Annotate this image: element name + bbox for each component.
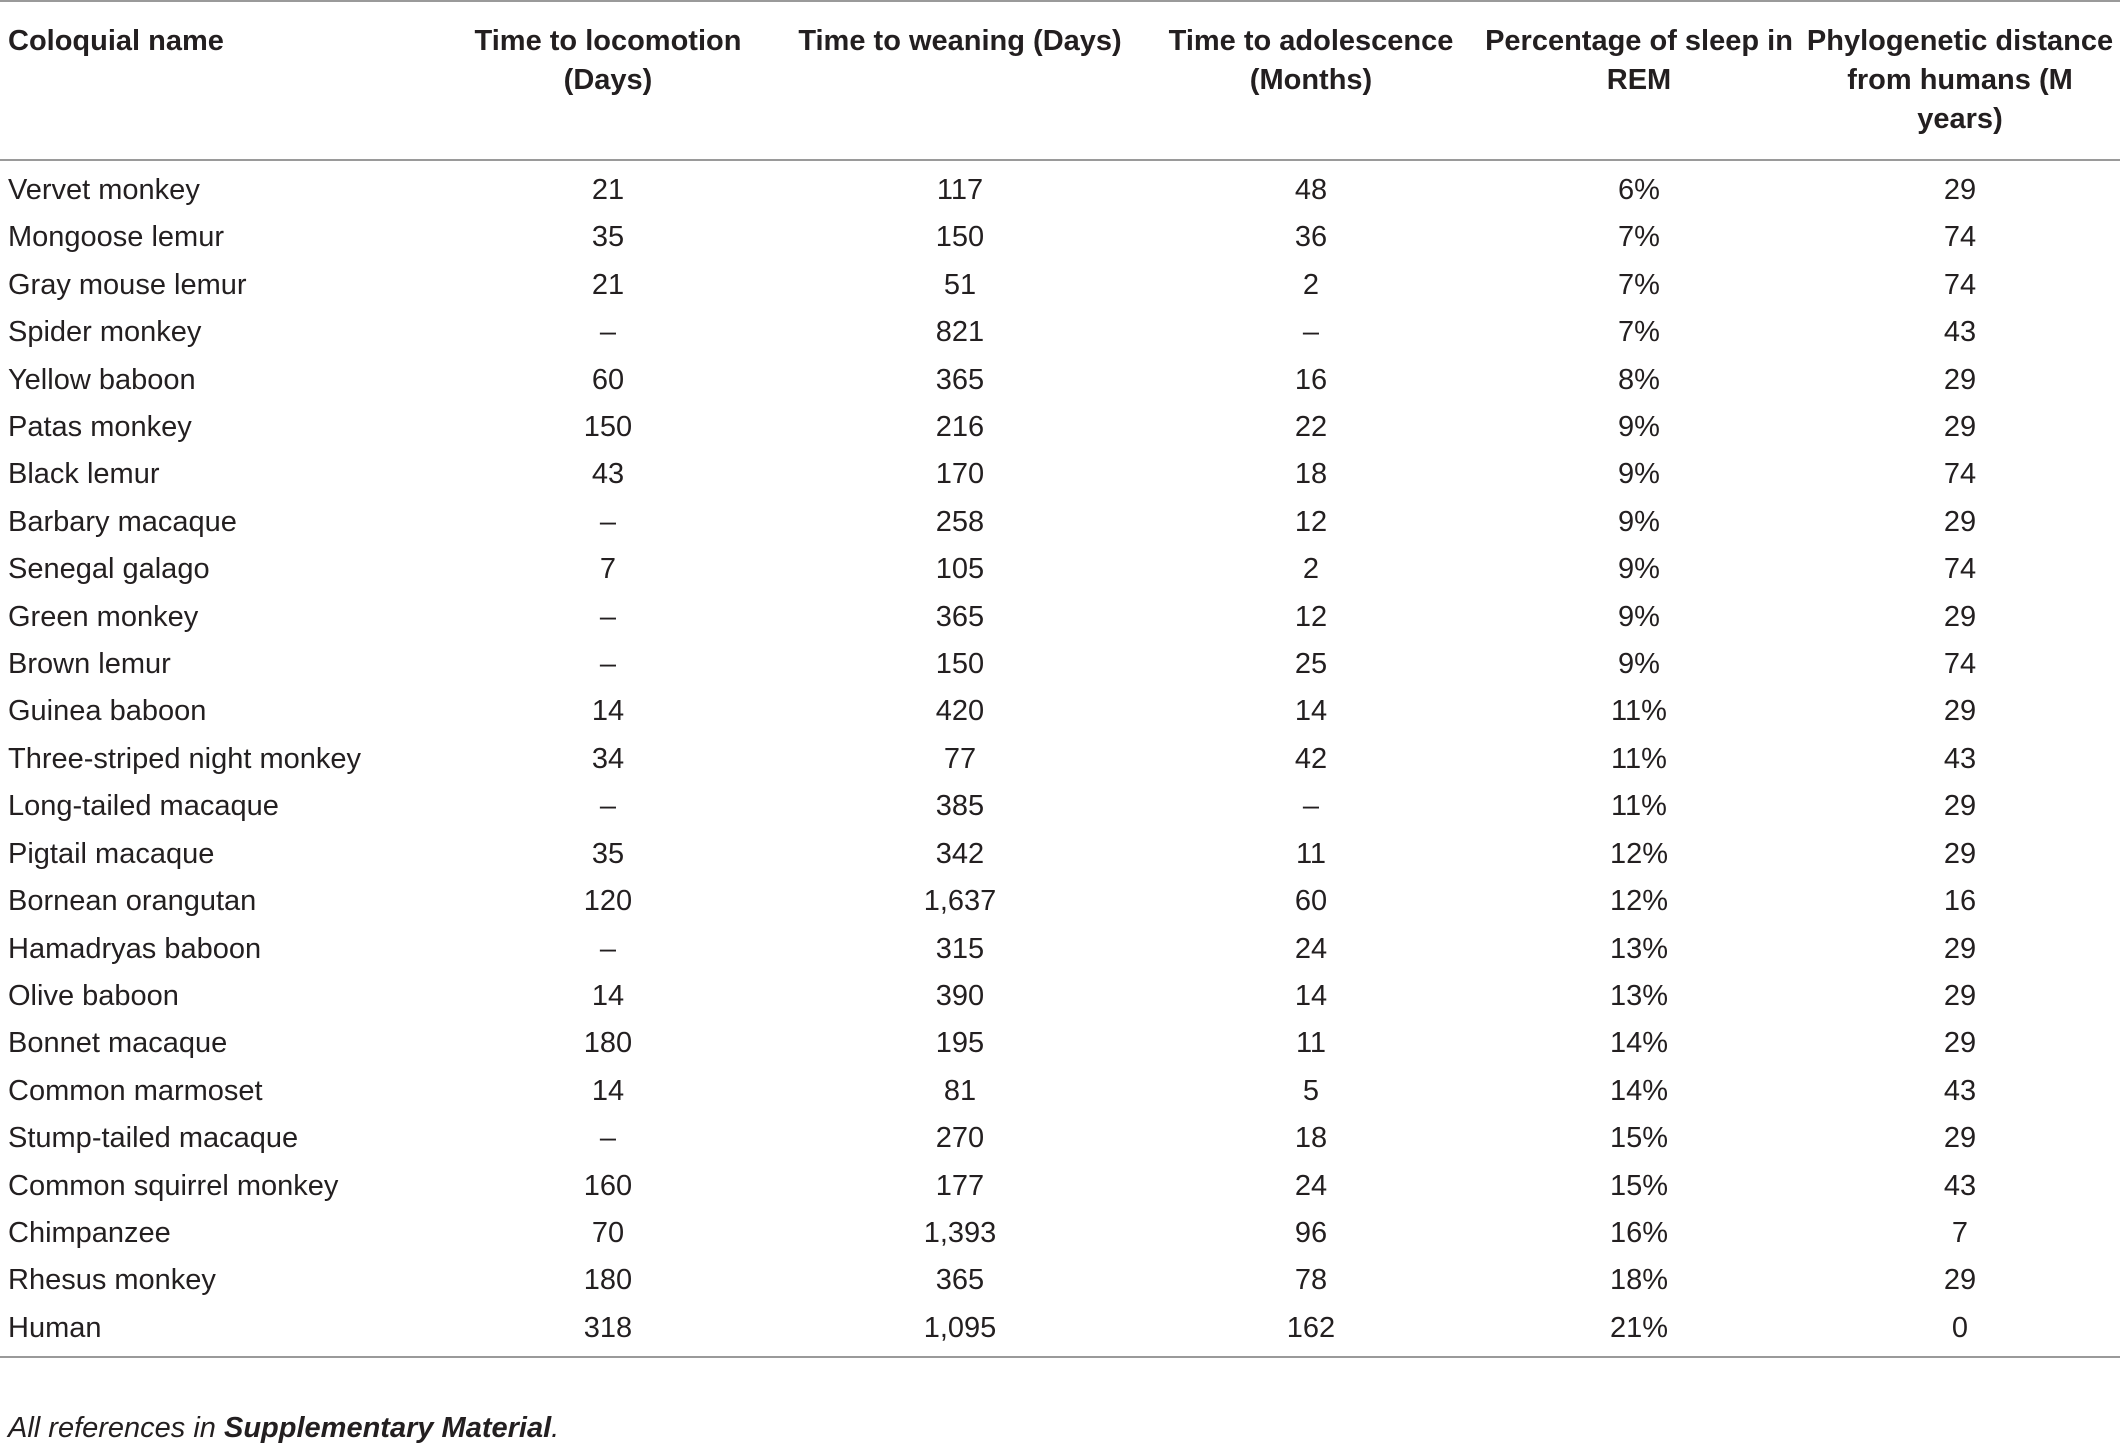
cell-colloquial-name: Mongoose lemur <box>8 221 224 254</box>
cell-time-to-weaning: 216 <box>935 411 985 444</box>
cell-phylogenetic-distance: 16 <box>1943 885 1977 918</box>
cell-time-to-weaning: 51 <box>943 268 977 301</box>
cell-time-to-weaning: 150 <box>935 221 985 254</box>
cell-time-to-weaning: 81 <box>943 1074 977 1107</box>
cell-phylogenetic-distance: 29 <box>1943 411 1977 444</box>
cell-colloquial-name: Pigtail macaque <box>8 837 215 870</box>
cell-time-to-locomotion: – <box>599 505 617 538</box>
footnote-suffix: . <box>551 1412 560 1444</box>
cell-time-to-locomotion: – <box>599 932 617 965</box>
table-row <box>0 688 2120 735</box>
cell-phylogenetic-distance: 29 <box>1943 505 1977 538</box>
table-row <box>0 973 2120 1020</box>
cell-time-to-weaning: 1,095 <box>776 1305 1144 1357</box>
table-row <box>0 831 2120 878</box>
cell-time-to-adolescence: 14 <box>1294 979 1328 1012</box>
cell-colloquial-name: Human <box>0 1305 440 1357</box>
cell-time-to-adolescence: 25 <box>1294 648 1328 681</box>
cell-colloquial-name: Long-tailed macaque <box>8 790 279 823</box>
table-row <box>0 357 2120 404</box>
cell-time-to-locomotion: 318 <box>440 1305 776 1357</box>
cell-time-to-weaning: 195 <box>935 1027 985 1060</box>
cell-phylogenetic-distance: 74 <box>1943 648 1977 681</box>
cell-phylogenetic-distance: 74 <box>1943 553 1977 586</box>
cell-time-to-weaning: 420 <box>935 695 985 728</box>
cell-time-to-locomotion: 160 <box>583 1169 633 1202</box>
cell-time-to-weaning: 258 <box>935 505 985 538</box>
cell-time-to-adolescence: – <box>1302 316 1320 349</box>
table-row <box>0 1210 2120 1257</box>
table-row <box>0 641 2120 688</box>
table-row <box>0 1068 2120 1115</box>
cell-phylogenetic-distance: 74 <box>1943 221 1977 254</box>
cell-phylogenetic-distance: 29 <box>1943 1027 1977 1060</box>
cell-percentage-rem: 21% <box>1478 1305 1800 1357</box>
cell-colloquial-name: Spider monkey <box>8 316 202 349</box>
cell-phylogenetic-distance: 43 <box>1943 1074 1977 1107</box>
cell-phylogenetic-distance: 29 <box>1943 790 1977 823</box>
cell-time-to-adolescence: 18 <box>1294 458 1328 491</box>
cell-percentage-rem: 11% <box>1611 790 1667 823</box>
cell-time-to-locomotion: 21 <box>591 268 625 301</box>
cell-time-to-adolescence: 12 <box>1294 505 1328 538</box>
table-row <box>0 404 2120 451</box>
table-row <box>0 594 2120 641</box>
cell-time-to-adolescence: 12 <box>1294 600 1328 633</box>
table-row <box>0 1257 2120 1304</box>
cell-time-to-adolescence: 48 <box>1294 174 1328 206</box>
cell-time-to-weaning: 1,637 <box>923 885 997 918</box>
table-row <box>0 1163 2120 1210</box>
cell-percentage-rem: 9% <box>1618 411 1660 444</box>
cell-phylogenetic-distance: 74 <box>1943 268 1977 301</box>
cell-percentage-rem: 8% <box>1618 363 1660 396</box>
cell-time-to-adolescence: 42 <box>1294 742 1328 775</box>
table-header <box>0 1 2120 160</box>
cell-time-to-locomotion: 14 <box>591 695 625 728</box>
table-row <box>0 736 2120 783</box>
cell-percentage-rem: 13% <box>1609 932 1669 965</box>
table-row <box>0 783 2120 830</box>
cell-colloquial-name: Yellow baboon <box>8 363 196 396</box>
cell-phylogenetic-distance: 43 <box>1943 1169 1977 1202</box>
cell-phylogenetic-distance: 29 <box>1943 363 1977 396</box>
table-row <box>0 309 2120 356</box>
cell-time-to-weaning: 270 <box>935 1122 985 1155</box>
cell-colloquial-name: Black lemur <box>8 458 160 491</box>
table-row <box>0 1020 2120 1067</box>
cell-percentage-rem: 9% <box>1618 600 1660 633</box>
cell-time-to-adolescence: 22 <box>1294 411 1328 444</box>
cell-time-to-adolescence: 18 <box>1294 1122 1328 1155</box>
header-row <box>0 1 2120 160</box>
cell-percentage-rem: 9% <box>1618 505 1660 538</box>
cell-phylogenetic-distance: 29 <box>1943 1122 1977 1155</box>
cell-time-to-adolescence: 14 <box>1294 695 1328 728</box>
cell-time-to-adolescence: 36 <box>1294 221 1328 254</box>
table-row <box>0 1305 2120 1357</box>
cell-time-to-locomotion: 7 <box>599 553 617 586</box>
cell-colloquial-name: Common squirrel monkey <box>8 1169 339 1202</box>
header-time-to-locomotion: Time to locomotion (Days) <box>474 25 742 96</box>
cell-phylogenetic-distance: 29 <box>1943 695 1977 728</box>
cell-time-to-adolescence: 11 <box>1295 837 1327 870</box>
table-row <box>0 262 2120 309</box>
cell-time-to-adolescence: 96 <box>1294 1216 1328 1249</box>
cell-time-to-locomotion: – <box>599 600 617 633</box>
cell-percentage-rem: 11% <box>1611 742 1667 775</box>
cell-percentage-rem: 14% <box>1609 1074 1669 1107</box>
cell-time-to-locomotion: 34 <box>591 742 625 775</box>
table-body <box>0 160 2120 1357</box>
cell-phylogenetic-distance: 0 <box>1800 1305 2120 1357</box>
cell-colloquial-name: Gray mouse lemur <box>8 268 247 301</box>
cell-percentage-rem: 12% <box>1609 885 1669 918</box>
cell-time-to-locomotion: 21 <box>591 174 625 206</box>
cell-colloquial-name: Stump-tailed macaque <box>8 1122 299 1155</box>
table-row <box>0 926 2120 973</box>
table-row <box>0 214 2120 261</box>
table-row <box>0 451 2120 498</box>
cell-time-to-locomotion: 180 <box>583 1264 633 1297</box>
cell-colloquial-name: Bornean orangutan <box>8 885 257 918</box>
cell-percentage-rem: 7% <box>1618 316 1660 349</box>
cell-percentage-rem: 14% <box>1609 1027 1669 1060</box>
cell-phylogenetic-distance: 29 <box>1943 174 1977 206</box>
cell-time-to-locomotion: 35 <box>591 221 625 254</box>
cell-time-to-locomotion: 35 <box>591 837 625 870</box>
cell-colloquial-name: Three-striped night monkey <box>8 742 361 775</box>
cell-phylogenetic-distance: 29 <box>1943 600 1977 633</box>
cell-time-to-locomotion: 120 <box>583 885 633 918</box>
cell-colloquial-name: Brown lemur <box>8 648 171 681</box>
header-percentage-rem: Percentage of sleep in REM <box>1485 25 1793 96</box>
cell-colloquial-name: Guinea baboon <box>8 695 207 728</box>
cell-colloquial-name: Green monkey <box>8 600 199 633</box>
cell-time-to-weaning: 105 <box>935 553 985 586</box>
cell-time-to-weaning: 365 <box>935 600 985 633</box>
cell-time-to-adolescence: 16 <box>1294 363 1328 396</box>
cell-phylogenetic-distance: 43 <box>1943 742 1977 775</box>
cell-percentage-rem: 7% <box>1618 268 1660 301</box>
cell-time-to-locomotion: – <box>599 1122 617 1155</box>
cell-time-to-adolescence: – <box>1302 790 1320 823</box>
cell-time-to-weaning: 1,393 <box>923 1216 997 1249</box>
cell-colloquial-name: Vervet monkey <box>8 174 200 206</box>
cell-colloquial-name: Olive baboon <box>8 979 179 1012</box>
cell-phylogenetic-distance: 29 <box>1943 979 1977 1012</box>
cell-phylogenetic-distance: 74 <box>1943 458 1977 491</box>
cell-time-to-weaning: 365 <box>935 363 985 396</box>
table-row <box>0 1115 2120 1162</box>
cell-time-to-adolescence: 24 <box>1294 1169 1328 1202</box>
cell-phylogenetic-distance: 29 <box>1943 837 1977 870</box>
cell-time-to-adolescence: 60 <box>1294 885 1328 918</box>
cell-percentage-rem: 13% <box>1609 979 1669 1012</box>
cell-colloquial-name: Chimpanzee <box>8 1216 171 1249</box>
cell-time-to-weaning: 365 <box>935 1264 985 1297</box>
header-time-to-weaning: Time to weaning (Days) <box>798 25 1122 57</box>
cell-percentage-rem: 9% <box>1618 553 1660 586</box>
cell-time-to-locomotion: – <box>599 790 617 823</box>
cell-time-to-locomotion: 14 <box>591 1074 625 1107</box>
cell-colloquial-name: Patas monkey <box>8 411 192 444</box>
cell-time-to-adolescence: 162 <box>1144 1305 1478 1357</box>
cell-time-to-adolescence: 2 <box>1302 268 1320 301</box>
cell-time-to-adolescence: 11 <box>1295 1027 1327 1060</box>
cell-percentage-rem: 6% <box>1618 174 1660 206</box>
cell-percentage-rem: 18% <box>1609 1264 1669 1297</box>
cell-percentage-rem: 15% <box>1609 1122 1669 1155</box>
cell-time-to-adolescence: 78 <box>1294 1264 1328 1297</box>
cell-time-to-weaning: 390 <box>935 979 985 1012</box>
cell-time-to-weaning: 77 <box>943 742 977 775</box>
cell-time-to-locomotion: 70 <box>591 1216 625 1249</box>
cell-time-to-adolescence: 24 <box>1294 932 1328 965</box>
cell-time-to-locomotion: 14 <box>591 979 625 1012</box>
cell-colloquial-name: Common marmoset <box>8 1074 263 1107</box>
cell-time-to-locomotion: – <box>599 316 617 349</box>
cell-percentage-rem: 16% <box>1609 1216 1669 1249</box>
cell-colloquial-name: Rhesus monkey <box>8 1264 216 1297</box>
cell-percentage-rem: 9% <box>1618 458 1660 491</box>
cell-phylogenetic-distance: 43 <box>1943 316 1977 349</box>
cell-time-to-weaning: 170 <box>935 458 985 491</box>
cell-percentage-rem: 7% <box>1618 221 1660 254</box>
footnote-emphasis: Supplementary Material <box>224 1412 552 1444</box>
cell-time-to-adolescence: 5 <box>1302 1074 1320 1107</box>
header-colloquial-name: Coloquial name <box>8 25 224 57</box>
cell-colloquial-name: Senegal galago <box>8 553 210 586</box>
table-row <box>0 499 2120 546</box>
cell-colloquial-name: Barbary macaque <box>8 505 237 538</box>
cell-time-to-weaning: 821 <box>935 316 985 349</box>
cell-time-to-locomotion: 150 <box>583 411 633 444</box>
cell-time-to-locomotion: 60 <box>591 363 625 396</box>
cell-colloquial-name: Bonnet macaque <box>8 1027 228 1060</box>
cell-time-to-weaning: 117 <box>936 174 984 206</box>
cell-time-to-locomotion: 43 <box>591 458 625 491</box>
cell-time-to-adolescence: 2 <box>1302 553 1320 586</box>
cell-time-to-weaning: 385 <box>935 790 985 823</box>
cell-time-to-locomotion: 180 <box>583 1027 633 1060</box>
cell-phylogenetic-distance: 29 <box>1943 1264 1977 1297</box>
table-footnote <box>8 1412 559 1445</box>
footnote-prefix: All references in <box>8 1412 224 1444</box>
table-row <box>0 878 2120 925</box>
cell-time-to-weaning: 150 <box>935 648 985 681</box>
header-time-to-adolescence: Time to adolescence (Months) <box>1168 25 1454 96</box>
cell-percentage-rem: 9% <box>1618 648 1660 681</box>
table-row <box>0 160 2120 214</box>
table-row <box>0 546 2120 593</box>
cell-time-to-weaning: 177 <box>935 1169 985 1202</box>
cell-percentage-rem: 12% <box>1609 837 1669 870</box>
header-phylogenetic-distance: Phylogenetic distance from humans (M years) <box>1806 25 2114 135</box>
cell-time-to-weaning: 342 <box>935 837 985 870</box>
cell-phylogenetic-distance: 7 <box>1951 1216 1969 1249</box>
cell-colloquial-name: Hamadryas baboon <box>8 932 262 965</box>
cell-time-to-locomotion: – <box>599 648 617 681</box>
cell-time-to-weaning: 315 <box>935 932 985 965</box>
cell-percentage-rem: 15% <box>1609 1169 1669 1202</box>
cell-phylogenetic-distance: 29 <box>1943 932 1977 965</box>
cell-percentage-rem: 11% <box>1611 695 1667 728</box>
